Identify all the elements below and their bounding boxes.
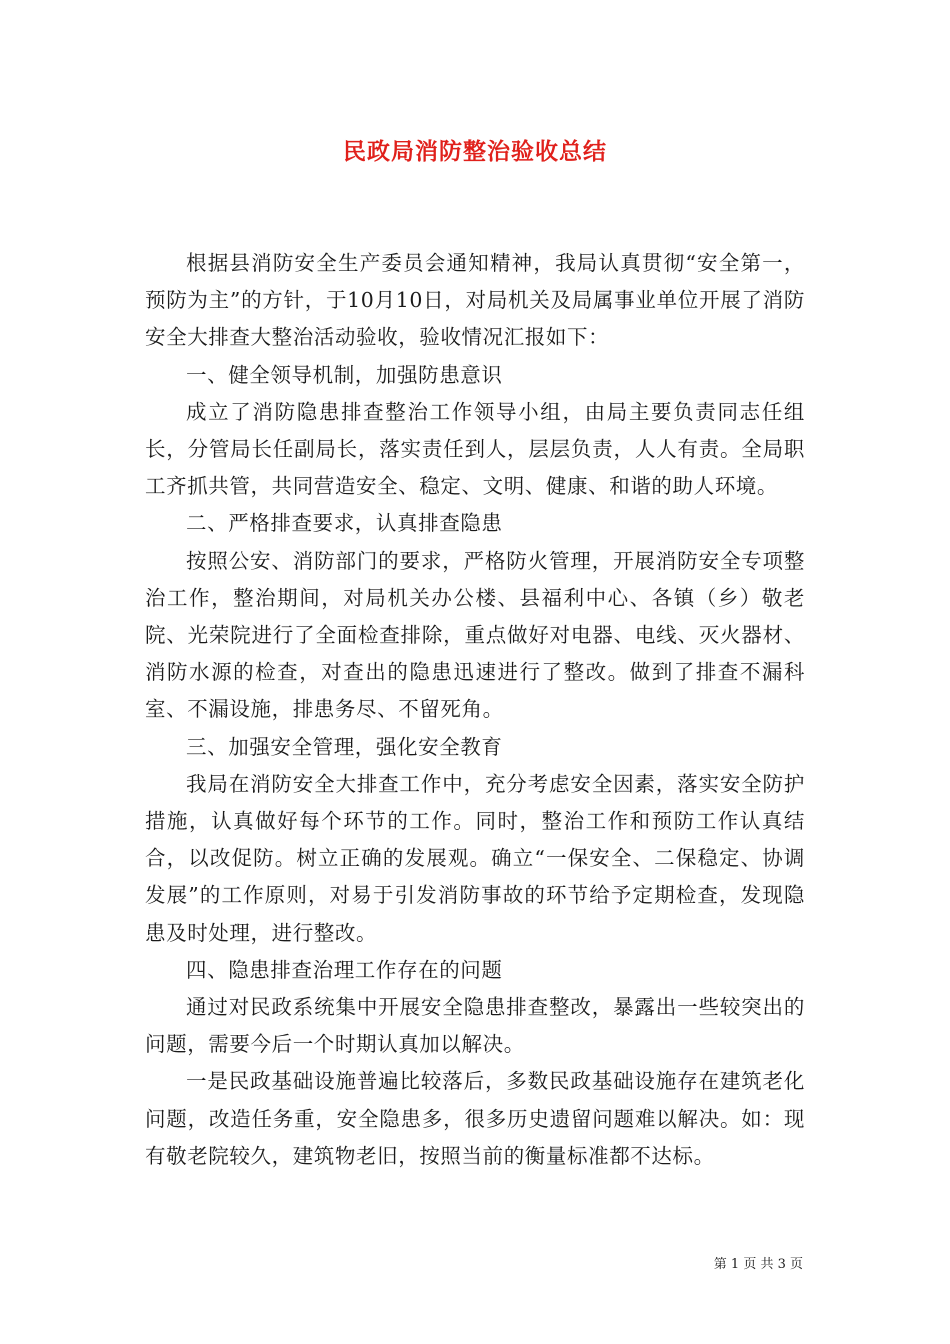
section-heading-1: 一、健全领导机制，加强防患意识 <box>186 362 503 387</box>
document-body <box>145 245 805 1175</box>
section-heading-3: 三、加强安全管理，强化安全教育 <box>186 734 503 759</box>
document-title: 民政局消防整治验收总结 <box>343 138 607 165</box>
paragraph-section-1: 成立了消防隐患排查整治工作领导小组，由局主要负责同志任组长，分管局长任副局长，落实责任到人，层层负责，人人有责。全局职工齐抓共管，共同营造安全、稳定、文明、健康、和谐的助人环境。 <box>145 399 805 499</box>
paragraph-section-4a: 通过对民政系统集中开展安全隐患排查整改，暴露出一些较突出的问题，需要今后一个时期认真加以解决。 <box>145 995 805 1057</box>
paragraph-section-4b: 一是民政基础设施普遍比较落后，多数民政基础设施存在建筑老化问题，改造任务重，安全隐患多，很多历史遗留问题难以解决。如：现有敬老院较久，建筑物老旧，按照当前的衡量标准都不达标。 <box>145 1069 805 1168</box>
page-number-footer: 第 1 页 共 3 页 <box>713 1257 803 1272</box>
paragraph-intro: 根据县消防安全生产委员会通知精神，我局认真贯彻“安全第一，预防为主”的方针，于10月10日，对局机关及局属事业单位开展了消防安全大排查大整治活动验收，验收情况汇报如下： <box>145 251 805 350</box>
section-heading-4: 四、隐患排查治理工作存在的问题 <box>186 957 503 982</box>
paragraph-section-2: 按照公安、消防部门的要求，严格防火管理，开展消防安全专项整治工作，整治期间，对局机关办公楼、县福利中心、各镇（乡）敬老院、光荣院进行了全面检查排除，重点做好对电器、电线、灭火器材、消防水源的检查，对查出的隐患迅速进行了整改。做到了排查不漏科室、不漏设施，排患务尽、不留死角。 <box>145 548 805 722</box>
paragraph-section-3: 我局在消防安全大排查工作中，充分考虑安全因素，落实安全防护措施，认真做好每个环节的工作。同时，整治工作和预防工作认真结合，以改促防。树立正确的发展观。确立“一保安全、二保稳定、协调发展”的工作原则，对易于引发消防事故的环节给予定期检查，发现隐患及时处理，进行整改。 <box>145 771 805 945</box>
section-heading-2: 二、严格排查要求，认真排查隐患 <box>186 511 503 536</box>
